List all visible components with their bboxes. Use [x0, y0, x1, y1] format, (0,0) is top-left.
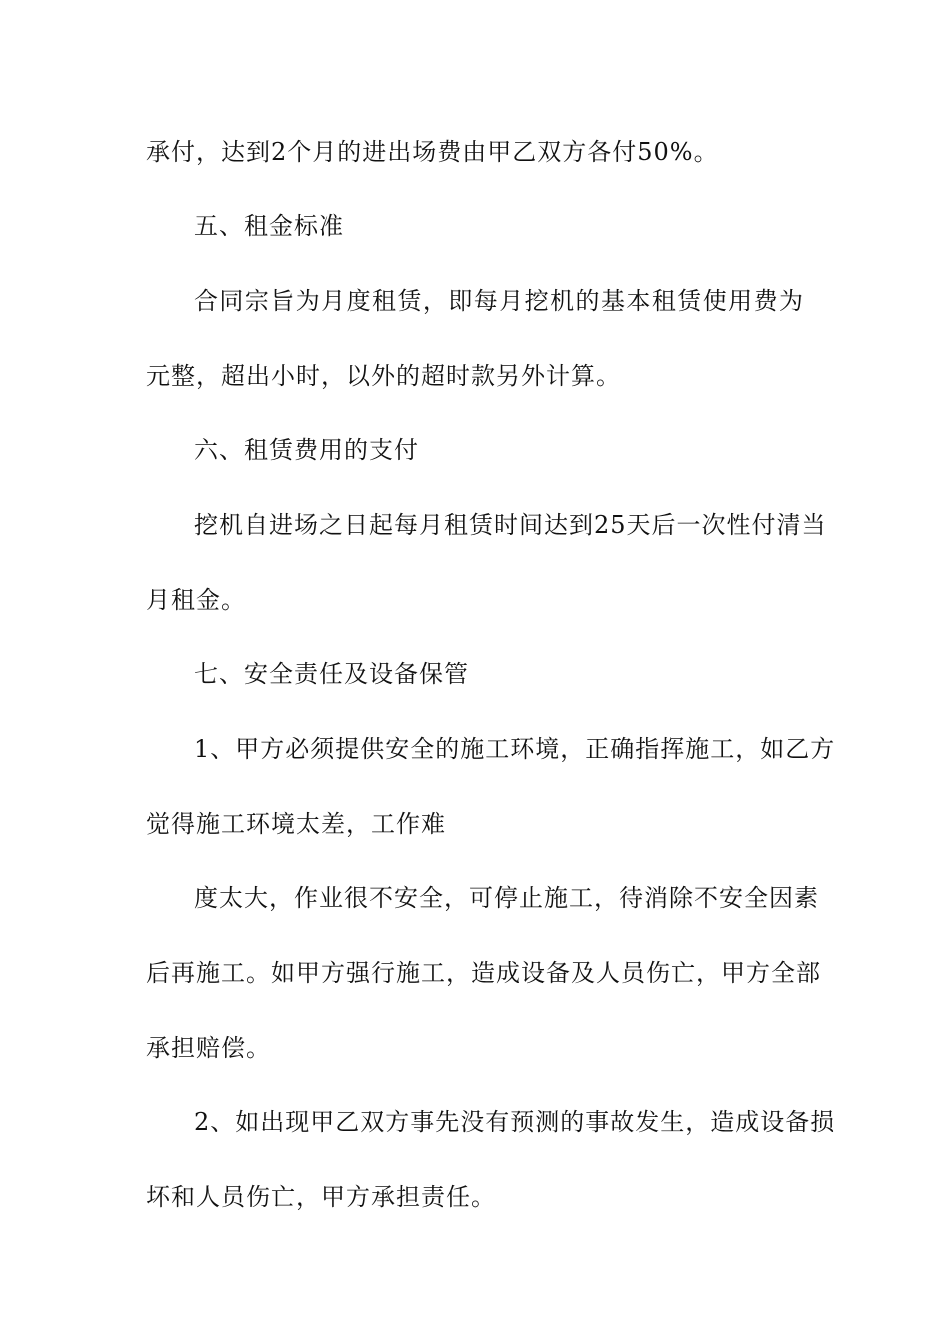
paragraph-line: 1、甲方必须提供安全的施工环境，正确指挥施工，如乙方 [194, 735, 836, 763]
paragraph-line: 坏和人员伤亡，甲方承担责任。 [146, 1183, 496, 1211]
paragraph-line: 觉得施工环境太差，工作难 [146, 810, 446, 838]
paragraph-line: 后再施工。如甲方强行施工，造成设备及人员伤亡，甲方全部 [146, 959, 821, 987]
section-heading: 六、租赁费用的支付 [194, 436, 419, 464]
paragraph-line: 挖机自进场之日起每月租赁时间达到25天后一次性付清当 [194, 511, 827, 539]
paragraph-line: 承付，达到2个月的进出场费由甲乙双方各付50%。 [146, 138, 719, 166]
paragraph-line: 元整，超出小时，以外的超时款另外计算。 [146, 362, 621, 390]
paragraph-line: 月租金。 [146, 586, 246, 614]
paragraph-line: 承担赔偿。 [146, 1034, 271, 1062]
paragraph-line: 度太大，作业很不安全，可停止施工，待消除不安全因素 [194, 884, 819, 912]
section-heading: 五、租金标准 [194, 212, 344, 240]
paragraph-line: 2、如出现甲乙双方事先没有预测的事故发生，造成设备损 [194, 1108, 836, 1136]
section-heading: 七、安全责任及设备保管 [194, 660, 469, 688]
paragraph-line: 合同宗旨为月度租赁，即每月挖机的基本租赁使用费为 [194, 287, 804, 315]
